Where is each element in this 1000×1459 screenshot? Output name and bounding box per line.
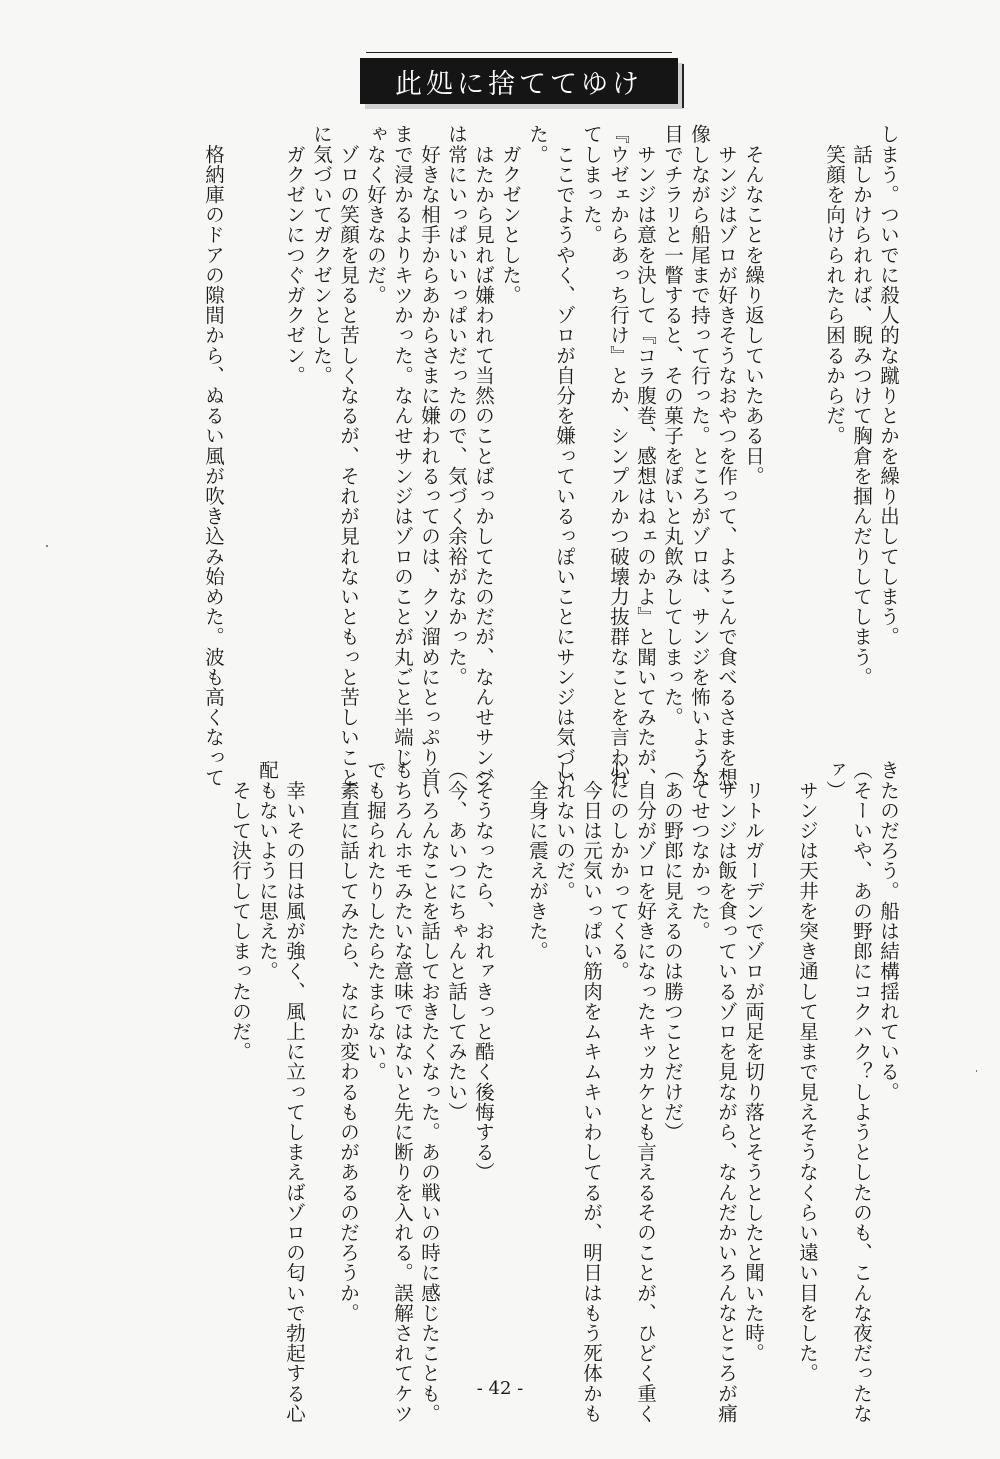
upper-line: ここでようやく、ゾロが自分を嫌っているっぽいことにサンジは気づい: [553, 124, 576, 788]
lower-line: でも掘られたりしたらたまらない。: [364, 760, 387, 1082]
chapter-title-box: [360, 58, 678, 104]
upper-line: ゃなく好きなのだ。: [364, 124, 387, 305]
lower-line: 配もないように思えた。: [256, 760, 279, 982]
page-number: - 42 -: [476, 1378, 524, 1399]
upper-line: 好きな相手からあからさまに嫌われるってのは、クソ溜めにとっぷり首: [418, 124, 441, 788]
lower-line: いろんなことを話しておきたくなった。あの戦いの時に感じたことも。: [418, 760, 441, 1424]
upper-line: 格納庫のドアの隙間から、ぬるい風が吹き込み始めた。波も高くなって: [202, 124, 225, 788]
upper-line: ゾロの笑顔を見ると苦しくなるが、それが見れないともっと苦しいこと: [337, 124, 360, 788]
upper-line: サンジは意を決して『コラ腹巻、感想はねェのかよ』と聞いてみたが、: [634, 124, 657, 788]
paper-speck: [46, 545, 48, 547]
upper-line: ガクゼンにつぐガクゼン。: [283, 124, 306, 386]
upper-line: 笑顔を向けられたら困るからだ。: [823, 124, 846, 446]
lower-line: 全身に震えがきた。: [526, 760, 549, 961]
upper-line: そんなことを繰り返していたある日。: [742, 124, 765, 486]
upper-line: はたから見れば嫌われて当然のことばっかしてたのだが、なんせサンジ: [472, 124, 495, 788]
lower-line: （そうなったら、おれァきっと酷く後悔する）: [472, 760, 495, 1183]
upper-line: 『ウゼェからあっち行け』とか、シンプルかつ破壊力抜群なことを言われ: [607, 124, 630, 788]
lower-line: 素直に話してみたら、なにか変わるものがあるのだろうか。: [337, 760, 360, 1323]
chapter-title: 此処に捨ててゆけ: [395, 68, 643, 100]
lower-line: しれないのだ。: [553, 760, 576, 901]
upper-line: まで浸かるよりキツかった。なんせサンジはゾロのことが丸ごと半端じ: [391, 124, 414, 768]
lower-line: リトルガーデンでゾロが両足を切り落とそうとしたと聞いた時。: [742, 760, 765, 1363]
upper-line: ガクゼンとした。: [499, 124, 522, 305]
upper-line: しまう。ついでに殺人的な蹴りとかを繰り出してしまう。: [877, 124, 900, 647]
lower-line: サンジは天井を突き通して星まで見えそうなくらい遠い目をした。: [796, 760, 819, 1384]
lower-line: ァ）: [823, 760, 846, 801]
upper-line: 目でチラリと一瞥すると、その菓子をぽいと丸飲みしてしまった。: [661, 124, 684, 727]
lower-line: 心にのしかかってくる。: [607, 760, 630, 982]
upper-line: た。: [526, 124, 549, 165]
paper-speck: [976, 1070, 977, 1072]
lower-line: サンジは飯を食っているゾロを見ながら、なんだかいろんなところが痛: [715, 760, 738, 1424]
upper-line: に気づいてガクゼンとした。: [310, 124, 333, 386]
lower-line: （そーいや、あの野郎にコクハク？しようとしたのも、こんな夜だったな: [850, 760, 873, 1424]
upper-line: 話しかけられれば、睨みつけて胸倉を掴んだりしてしまう。: [850, 124, 873, 687]
lower-line: 自分がゾロを好きになったキッカケとも言えるそのことが、ひどく重く: [634, 760, 657, 1424]
upper-line: 像しながら船尾まで持って行った。ところがゾロは、サンジを怖いような: [688, 124, 711, 788]
lower-line: 今日は元気いっぱい筋肉をムキムキいわしてるが、明日はもう死体かも: [580, 760, 603, 1424]
lower-line: 幸いその日は風が強く、風上に立ってしまえばゾロの匂いで勃起する心: [283, 760, 306, 1424]
lower-line: そして決行してしまったのだ。: [229, 760, 252, 1062]
lower-line: くてせつなかった。: [688, 760, 711, 941]
lower-line: （今、あいつにちゃんと話してみたい）: [445, 760, 468, 1122]
lower-line: もちろんホモみたいな意味ではないと先に断りを入れる。誤解されてケツ: [391, 760, 414, 1424]
upper-line: は常にいっぱいいっぱいだったので、気づく余裕がなかった。: [445, 124, 468, 687]
lower-line: きたのだろう。船は結構揺れている。: [877, 760, 900, 1102]
upper-line: サンジはゾロが好きそうなおやつを作って、よろこんで食べるさまを想: [715, 124, 738, 788]
upper-line: てしまった。: [580, 124, 603, 245]
lower-line: （あの野郎に見えるのは勝つことだけだ）: [661, 760, 684, 1142]
